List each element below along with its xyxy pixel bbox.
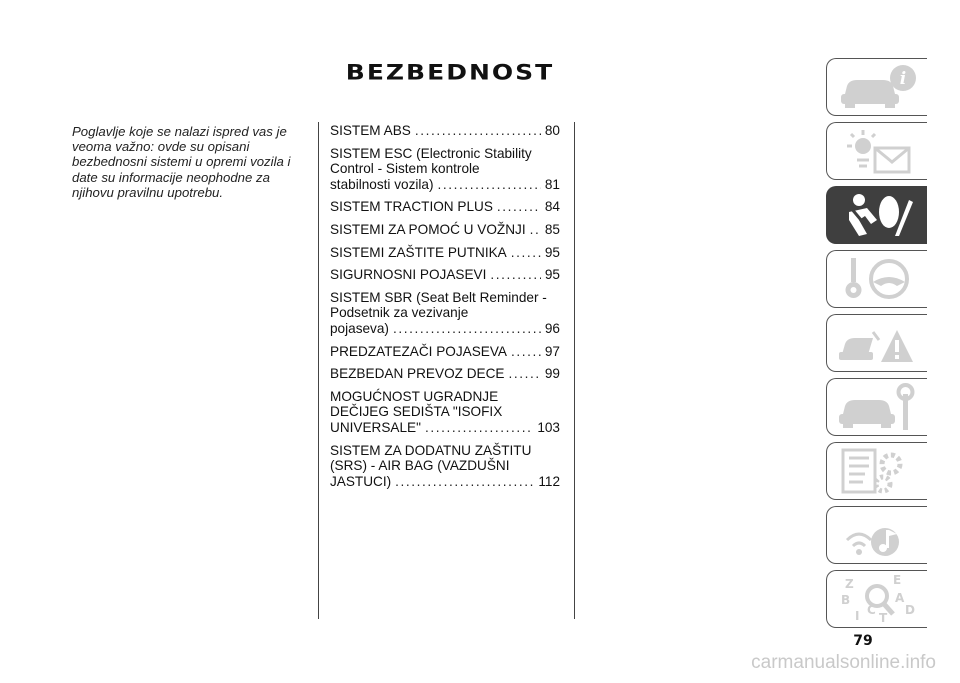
toc-entry[interactable] bbox=[330, 123, 560, 139]
toc-entry-title-end: pojaseva) bbox=[330, 320, 389, 336]
index-letter: D bbox=[905, 603, 915, 617]
toc-entry[interactable] bbox=[330, 290, 560, 337]
toc-leader-dots bbox=[415, 123, 541, 139]
toc-entry[interactable] bbox=[330, 245, 560, 261]
toc-page-number: 85 bbox=[544, 221, 560, 237]
table-of-contents bbox=[330, 123, 560, 496]
toc-page-number: 84 bbox=[544, 199, 560, 215]
toc-page-number: 99 bbox=[544, 366, 560, 382]
page-number: 79 bbox=[853, 633, 873, 649]
tab-technical-data[interactable] bbox=[826, 442, 927, 500]
tab-index[interactable] bbox=[826, 570, 927, 628]
toc-page-number: 103 bbox=[537, 419, 560, 435]
toc-entry[interactable] bbox=[330, 146, 560, 193]
toc-leader-dots bbox=[511, 245, 541, 261]
toc-leader-dots bbox=[395, 474, 534, 490]
tab-multimedia[interactable] bbox=[826, 506, 927, 564]
toc-page-number: 95 bbox=[544, 244, 560, 260]
tab-starting-driving[interactable] bbox=[826, 250, 927, 308]
toc-entry-title-end: SIGURNOSNI POJASEVI bbox=[330, 267, 487, 283]
toc-page-number: 95 bbox=[544, 267, 560, 283]
toc-entry[interactable] bbox=[330, 199, 560, 215]
toc-entry-title: SISTEM ZA DODATNU ZAŠTITU (SRS) - AIR BAG (VAZDUŠNI bbox=[330, 442, 532, 474]
svg-text:i: i bbox=[899, 69, 907, 89]
technical-data-gears-icon bbox=[837, 446, 917, 496]
toc-entry-title-end: SISTEMI ZA POMOĆ U VOŽNJI bbox=[330, 221, 526, 237]
tab-warning-lights[interactable] bbox=[826, 122, 927, 180]
toc-entry[interactable] bbox=[330, 222, 560, 238]
index-letter: I bbox=[855, 609, 860, 623]
toc-leader-dots bbox=[509, 366, 541, 382]
alphabetical-index-icon bbox=[837, 574, 917, 624]
toc-entry-title: SISTEM ESC (Electronic Stability Control - Sistem kontrole bbox=[330, 145, 532, 177]
tab-emergency[interactable] bbox=[826, 314, 927, 372]
toc-leader-dots bbox=[393, 321, 541, 337]
warning-lights-message-icon bbox=[837, 126, 917, 176]
toc-leader-dots bbox=[438, 177, 541, 193]
toc-entry-title-end: PREDZATEZAČI POJASEVA bbox=[330, 343, 508, 359]
watermark: carmanualsonline.info bbox=[751, 652, 936, 673]
column-divider-left bbox=[318, 122, 319, 619]
index-letter: A bbox=[895, 591, 905, 605]
toc-leader-dots bbox=[511, 344, 541, 360]
key-steering-wheel-icon bbox=[837, 254, 917, 304]
toc-entry[interactable] bbox=[330, 267, 560, 283]
toc-entry[interactable] bbox=[330, 344, 560, 360]
toc-entry-title-end: JASTUCI) bbox=[330, 473, 392, 489]
toc-entry-title-end: stabilnosti vozila) bbox=[330, 176, 434, 192]
tab-car-info[interactable] bbox=[826, 58, 927, 116]
toc-page-number: 96 bbox=[544, 320, 560, 336]
seatbelt-airbag-icon bbox=[837, 190, 917, 240]
toc-entry-title: SISTEM SBR (Seat Belt Reminder - Podsetnik za vezivanje bbox=[330, 289, 547, 321]
index-letter: B bbox=[841, 593, 851, 607]
toc-page-number: 80 bbox=[544, 123, 560, 138]
toc-entry-title-end: SISTEMI ZAŠTITE PUTNIKA bbox=[330, 244, 507, 260]
toc-entry-title: MOGUĆNOST UGRADNJE DEČIJEG SEDIŠTA "ISOFIX bbox=[330, 388, 503, 420]
index-letter: Z bbox=[845, 577, 854, 591]
toc-page-number: 81 bbox=[544, 176, 560, 192]
toc-leader-dots bbox=[425, 420, 533, 436]
toc-leader-dots bbox=[490, 267, 541, 283]
toc-entry[interactable] bbox=[330, 366, 560, 382]
car-service-tools-icon bbox=[837, 382, 917, 432]
column-divider-right bbox=[574, 122, 575, 619]
chapter-title: BEZBEDNOST bbox=[345, 60, 555, 85]
chapter-intro: Poglavlje koje se nalazi ispred vas je veoma važno: ovde su opisani bezbednosni sistemi u opremi vozila i date su informacije neophodne za njihovu pravilnu upotrebu. bbox=[72, 124, 291, 200]
car-crash-warning-icon bbox=[837, 318, 917, 368]
toc-entry[interactable] bbox=[330, 389, 560, 436]
tab-maintenance[interactable] bbox=[826, 378, 927, 436]
toc-page-number: 112 bbox=[538, 473, 560, 489]
index-letter: C bbox=[867, 603, 876, 617]
toc-leader-dots bbox=[497, 199, 541, 215]
index-letter: T bbox=[879, 611, 888, 624]
multimedia-music-icon bbox=[837, 510, 917, 560]
toc-entry-title-end: UNIVERSALE" bbox=[330, 419, 421, 435]
toc-leader-dots bbox=[530, 222, 541, 238]
toc-page-number: 97 bbox=[544, 343, 560, 359]
toc-entry[interactable] bbox=[330, 443, 560, 490]
toc-entry-title-end: SISTEM ABS bbox=[330, 123, 411, 138]
car-info-icon bbox=[837, 62, 917, 112]
toc-entry-title-end: SISTEM TRACTION PLUS bbox=[330, 199, 493, 215]
index-letter: E bbox=[893, 574, 902, 587]
toc-entry-title-end: BEZBEDAN PREVOZ DECE bbox=[330, 366, 505, 382]
tab-safety[interactable] bbox=[826, 186, 927, 244]
